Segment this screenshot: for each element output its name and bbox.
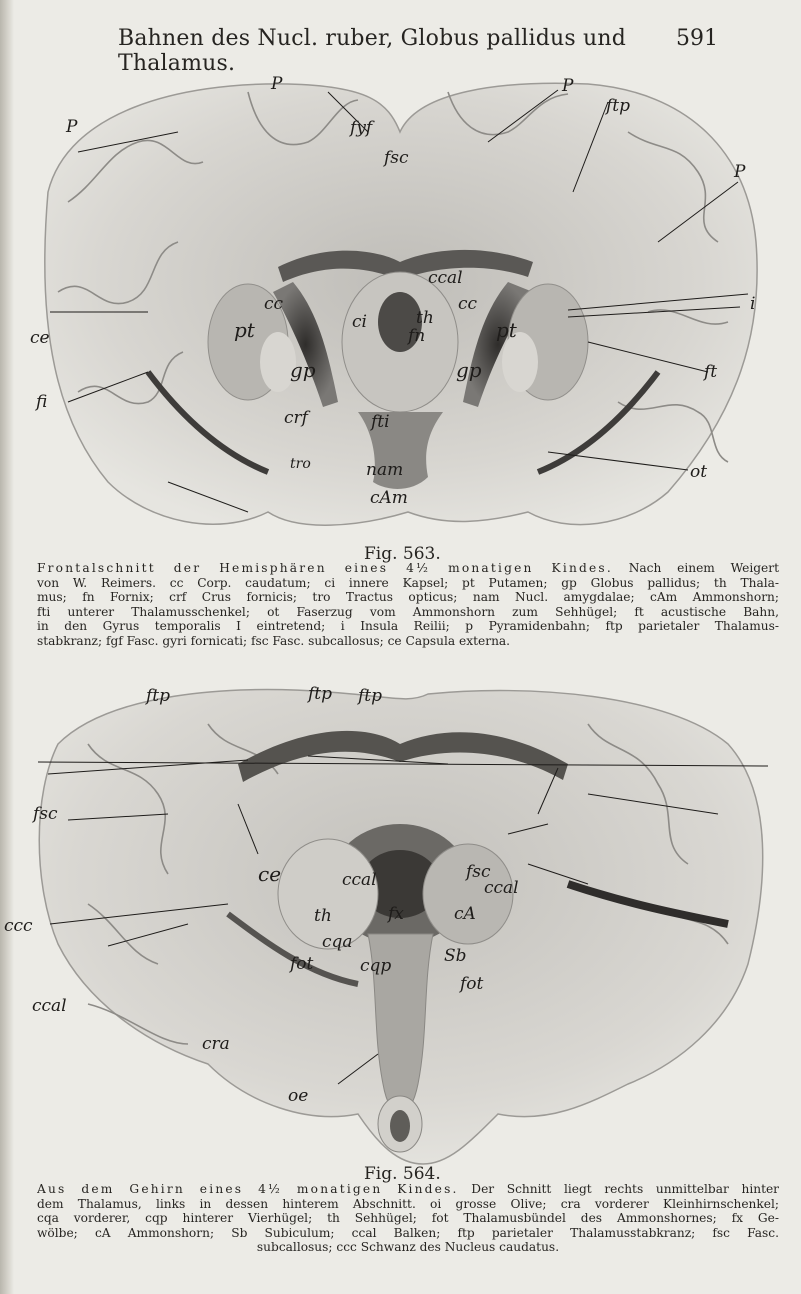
fig2-label-ccal-right: ccal (484, 878, 519, 898)
fig2-label-fot-right: fot (460, 974, 484, 994)
figure-564-brain-section (4, 684, 778, 1168)
caption2-line-1 (37, 1182, 779, 1197)
fig1-label-ftp: ftp (606, 96, 631, 116)
fig1-label-ft: ft (704, 362, 718, 382)
fig2-label-sb: Sb (444, 946, 467, 966)
caption2-line-5: subcallosus; ccc Schwanz des Nucleus caudatus. (256, 1240, 560, 1255)
fig1-label-p-top-right: P (562, 76, 574, 96)
fig2-label-ca: cA (454, 904, 476, 924)
fig1-label-p-top-left: P (271, 74, 283, 94)
fig2-label-ftp-center: ftp (308, 684, 333, 704)
fig1-label-nam: nam (366, 460, 404, 480)
fig1-label-crf: crf (284, 408, 308, 428)
fig1-label-gp-left: gp (290, 358, 316, 382)
fig2-label-fot-left: fot (290, 954, 314, 974)
fig1-label-th: th (416, 308, 434, 328)
fig2-label-cqp: cqp (360, 956, 392, 976)
figure-563-brain-section (28, 72, 778, 540)
caption1-line-2: von W. Reimers. cc Corp. caudatum; ci innere Kapsel; pt Putamen; gp Globus pallidus; th Thala- (37, 575, 779, 590)
caption2-line-4: wölbe; cA Ammonshorn; Sb Subiculum; ccal Balken; ftp parietaler Thalamusstabkranz; fsc Fasc. (37, 1225, 779, 1240)
caption1-line-1 (37, 561, 779, 576)
fig1-label-cam: cAm (370, 488, 408, 508)
figure-564-illustration (28, 684, 778, 1168)
fig1-label-fsc: fsc (384, 148, 409, 168)
figure-563-number: Fig. 563. (364, 544, 441, 564)
fig2-label-fsc-left: fsc (33, 804, 58, 824)
page-number: 591 (676, 26, 718, 51)
caption1-line-1-rest: Nach einem Weigert (628, 561, 779, 575)
fig2-label-th: th (314, 906, 332, 926)
fig2-label-cra: cra (202, 1034, 230, 1054)
fig1-label-pt-right: pt (496, 318, 517, 342)
fig1-label-cc-right: cc (458, 294, 478, 314)
fig2-label-oe: oe (288, 1086, 309, 1106)
fig2-label-cqa: cqa (322, 932, 353, 952)
figure-563-caption (37, 561, 779, 649)
fig1-label-ccal: ccal (428, 268, 463, 288)
caption1-spaced-lead: Frontalschnitt der Hemisphären eines 4½ monatigen Kindes. (37, 561, 613, 575)
running-title: Bahnen des Nucl. ruber, Globus pallidus und Thalamus. (118, 26, 627, 76)
fig1-label-i: i (750, 294, 756, 314)
caption1-line-6: stabkranz; fgf Fasc. gyri fornicati; fsc Fasc. subcallosus; ce Capsula externa. (37, 633, 511, 648)
fig1-label-fti: fti (371, 412, 390, 432)
caption2-line-2: dem Thalamus, links in dessen hinterem Abschnitt. oi grosse Olive; cra vorderer Kleinhirnschenkel; (37, 1196, 779, 1211)
fig1-label-p-right: P (734, 162, 746, 182)
page-header (118, 26, 718, 76)
caption2-line-1-rest: Der Schnitt liegt rechts unmittelbar hinter (471, 1182, 779, 1196)
fig1-label-tro: tro (290, 456, 311, 472)
page-edge-shadow (0, 0, 14, 1294)
fig2-label-ccal-center: ccal (342, 870, 377, 890)
fig2-label-fx: fx (388, 904, 404, 924)
fig1-label-gp-right: gp (456, 358, 482, 382)
fig1-label-ot: ot (690, 462, 708, 482)
fig1-label-ci: ci (352, 312, 367, 332)
caption2-line-3: cqa vorderer, cqp hinterer Vierhügel; th Sehhügel; fot Thalamusbündel des Ammonshornes; fx Ge- (37, 1211, 779, 1226)
fig2-label-ftp-right: ftp (358, 686, 383, 706)
caption1-line-4: fti unterer Thalamusschenkel; ot Faserzug vom Ammonshorn zum Sehhügel; ft acustische Bahn, (37, 604, 779, 619)
fig2-label-fsc-right: fsc (466, 862, 491, 882)
fig2-label-ce: ce (258, 862, 282, 886)
caption2-spaced-lead: Aus dem Gehirn eines 4½ monatigen Kindes. (37, 1182, 459, 1196)
fig1-label-fyf: fyf (350, 118, 373, 138)
caption1-line-5: in den Gyrus temporalis I eintretend; i Insula Reilii; p Pyramidenbahn; ftp parietaler Thalamus- (37, 619, 779, 634)
fig1-label-fn: fn (408, 326, 426, 346)
fig1-label-pt-left: pt (234, 318, 255, 342)
fig2-label-ccal-left: ccal (32, 996, 67, 1016)
fig1-label-fi: fi (36, 392, 48, 412)
figure-564-caption (37, 1182, 779, 1255)
caption1-line-3: mus; fn Fornix; crf Crus fornicis; tro Tractus opticus; nam Nucl. amygdalae; cAm Ammonshorn; (37, 590, 779, 605)
fig1-label-ce: ce (30, 328, 50, 348)
figure-564-number: Fig. 564. (364, 1164, 441, 1184)
fig1-label-cc-left: cc (264, 294, 284, 314)
fig1-label-p-left: P (66, 117, 78, 137)
fig2-label-ftp-left: ftp (146, 686, 171, 706)
fig2-label-ccc: ccc (4, 916, 33, 936)
